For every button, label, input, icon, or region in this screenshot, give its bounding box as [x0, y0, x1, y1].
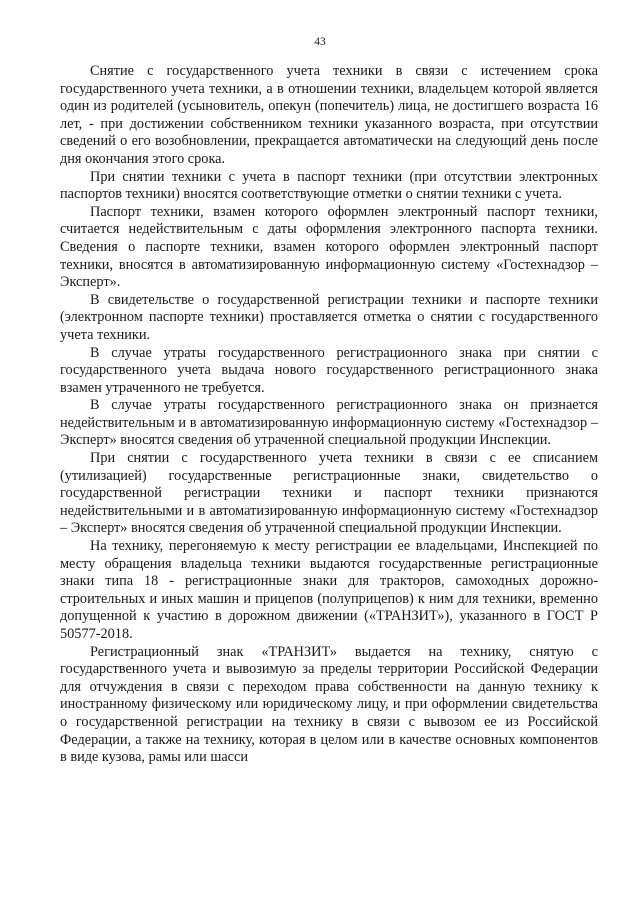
paragraph-certificate-mark: В свидетельстве о государственной регистрации техники и паспорте техники (электронном паспорте техники) проставляется отметка о снятии с государственного учета техники.	[60, 291, 598, 343]
paragraph-passport-marks: При снятии техники с учета в паспорт техники (при отсутствии электронных паспортов техники) вносятся соответствующие отметки о снятии техники с учета.	[60, 168, 598, 203]
paragraph-transit-export: Регистрационный знак «ТРАНЗИТ» выдается на технику, снятую с государственного учета и вывозимую за пределы территории Российской Федерации для отчуждения в связи с переходом права собственности на данную технику к иностранному физическому или юридическому лицу, и при оформлении свидетельства о государственной регистрации на технику в связи с вывозом ее из Российской Федерации, а также на технику, которая в целом или в качестве основных компонентов в виде кузова, рамы или шасси	[60, 643, 598, 766]
paragraph-electronic-passport: Паспорт техники, взамен которого оформлен электронный паспорт техники, считается недействительным с даты оформления электронного паспорта техники. Сведения о паспорте техники, взамен которого оформлен электронный паспорт техники, вносятся в автоматизированную информационную систему «Гостехнадзор – Эксперт».	[60, 203, 598, 291]
paragraph-deregistration-expiry: Снятие с государственного учета техники в связи с истечением срока государственного учета техники, а в отношении техники, владельцем которой является один из родителей (усыновитель, опекун (попечитель) лица, не достигшего возраста 16 лет, - при достижении собственником техники указанного возраста, при отсутствии сведений о его возобновлении, прекращается автоматически на следующий день после дня окончания этого срока.	[60, 63, 598, 167]
paragraph-write-off: При снятии с государственного учета техники в связи с ее списанием (утилизацией) государственные регистрационные знаки, свидетельство о государственной регистрации техники и паспорт техники признаются недействительными и в автоматизированную информационную систему «Гостехнадзор – Эксперт» вносятся сведения об утраченной специальной продукции Инспекции.	[60, 450, 598, 537]
page-number: 43	[314, 36, 326, 48]
document-body	[60, 63, 598, 767]
paragraph-lost-plate-invalid: В случае утраты государственного регистрационного знака он признается недействительным и в автоматизированную информационную систему «Гостехнадзор – Эксперт» вносятся сведения об утраченной специальной продукции Инспекции.	[60, 397, 598, 449]
paragraph-lost-plate-no-reissue: В случае утраты государственного регистрационного знака при снятии с государственного учета выдача нового государственного регистрационного знака взамен утраченного не требуется.	[60, 344, 598, 396]
paragraph-transit-plates: На технику, перегоняемую к месту регистрации ее владельцами, Инспекцией по месту обращения владельца техники выдаются государственные регистрационные знаки типа 18 - регистрационные знаки для тракторов, самоходных дорожно-строительных и иных машин и прицепов (полуприцепов) к ним для техники, временно допущенной к участию в дорожном движении («ТРАНЗИТ»), указанного в ГОСТ Р 50577-2018.	[60, 538, 598, 642]
